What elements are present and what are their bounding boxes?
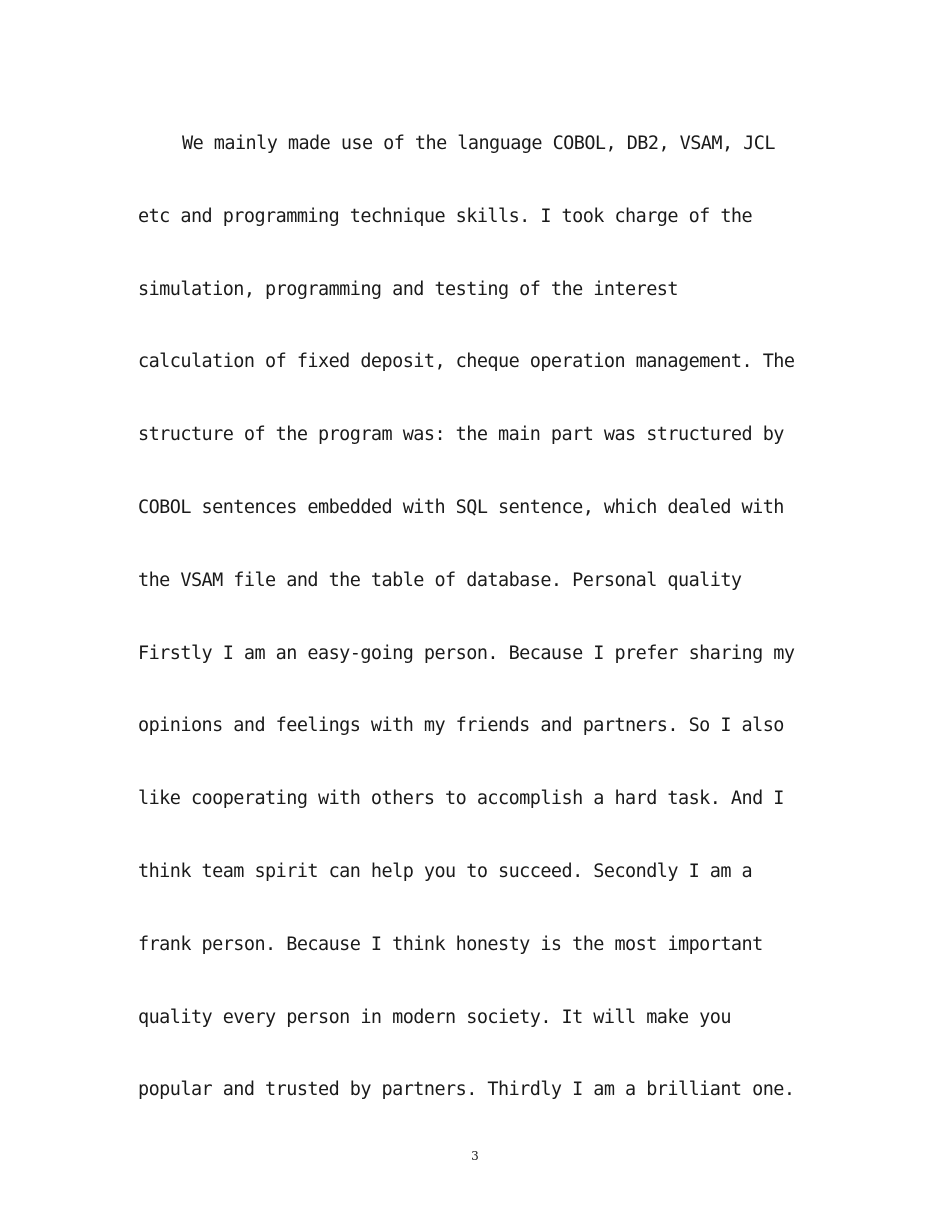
text-line: structure of the program was: the main part was structured by xyxy=(138,424,784,446)
page-number: 3 xyxy=(471,1149,479,1163)
text-line: We mainly made use of the language COBOL, DB2, VSAM, JCL xyxy=(182,133,775,154)
body-paragraph xyxy=(138,126,828,1145)
text-line: popular and trusted by partners. Thirdly I am a brilliant one. xyxy=(138,1079,795,1101)
text-line: the VSAM file and the table of database. Personal quality xyxy=(138,569,742,591)
text-line: quality every person in modern society. It will make you xyxy=(138,1006,731,1028)
text-line: frank person. Because I think honesty is the most important xyxy=(138,933,763,955)
text-line: opinions and feelings with my friends and partners. So I also xyxy=(138,715,784,737)
text-line: like cooperating with others to accomplish a hard task. And I xyxy=(138,788,784,810)
text-line: think team spirit can help you to succeed. Secondly I am a xyxy=(138,860,753,882)
text-line: Firstly I am an easy-going person. Because I prefer sharing my xyxy=(138,642,795,664)
text-line: COBOL sentences embedded with SQL sentence, which dealed with xyxy=(138,496,784,518)
text-line: simulation, programming and testing of the interest xyxy=(138,278,678,300)
text-line: calculation of fixed deposit, cheque operation management. The xyxy=(138,351,795,373)
text-line: etc and programming technique skills. I took charge of the xyxy=(138,205,753,227)
